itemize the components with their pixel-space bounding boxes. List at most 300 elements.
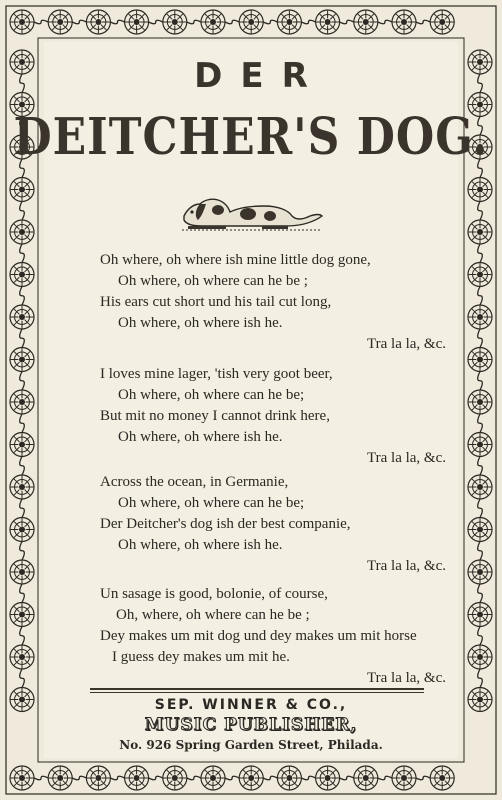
rosette-spoke <box>407 25 413 31</box>
rosette-spoke <box>129 781 135 787</box>
rosette-center <box>95 775 101 781</box>
rosette-spoke <box>25 781 31 787</box>
rosette-spoke <box>483 521 489 527</box>
rosette-center <box>19 442 25 448</box>
rosette-spoke <box>292 770 298 776</box>
rosette-center <box>477 399 483 405</box>
rosette-spoke <box>483 309 489 315</box>
rosette-spoke <box>14 436 20 442</box>
verse-line: Across the ocean, in Germanie, <box>100 474 289 490</box>
rosette-spoke <box>14 351 20 357</box>
scroll-flourish <box>478 669 483 688</box>
rosette-center <box>477 229 483 235</box>
rosette-spoke <box>472 362 478 368</box>
rosette-spoke <box>368 25 374 31</box>
rosette-spoke <box>483 351 489 357</box>
rosette-spoke <box>14 617 20 623</box>
scroll-flourish <box>478 202 483 221</box>
rosette-spoke <box>205 781 211 787</box>
rosette-spoke <box>129 25 135 31</box>
rosette-center <box>401 19 407 25</box>
scroll-flourish <box>20 287 25 306</box>
rosette-center <box>286 775 292 781</box>
rosette-spoke <box>472 405 478 411</box>
verse-line: Oh where, oh where ish he. <box>118 537 283 553</box>
verse-line: Un sasage is good, bolonie, of course, <box>100 586 328 602</box>
rosette-spoke <box>25 266 31 272</box>
rosette-center <box>19 102 25 108</box>
rosette-spoke <box>483 277 489 283</box>
rosette-spoke <box>101 770 107 776</box>
rosette-spoke <box>254 14 260 20</box>
scroll-flourish <box>416 776 430 780</box>
rosette-spoke <box>25 436 31 442</box>
scroll-flourish <box>301 20 315 24</box>
verse-3 <box>100 472 460 577</box>
rosette-spoke <box>25 235 31 241</box>
rosette-spoke <box>14 606 20 612</box>
rosette-spoke <box>177 14 183 20</box>
rosette-spoke <box>434 14 440 20</box>
rosette-spoke <box>434 25 440 31</box>
scroll-flourish <box>478 244 483 263</box>
rosette-spoke <box>25 96 31 102</box>
rosette-spoke <box>472 575 478 581</box>
scroll-flourish <box>20 457 25 476</box>
rosette-center <box>19 357 25 363</box>
rosette-center <box>401 775 407 781</box>
rosette-spoke <box>320 14 326 20</box>
rosette-spoke <box>139 25 145 31</box>
rosette-spoke <box>281 25 287 31</box>
rosette-center <box>19 272 25 278</box>
rosette-center <box>477 357 483 363</box>
rosette-spoke <box>281 781 287 787</box>
scroll-flourish <box>478 287 483 306</box>
rosette-spoke <box>25 521 31 527</box>
rosette-center <box>95 19 101 25</box>
rosette-spoke <box>205 25 211 31</box>
verse-line: Oh where, oh where ish he. <box>118 429 283 445</box>
scroll-flourish <box>34 20 48 24</box>
rosette-spoke <box>14 394 20 400</box>
rosette-spoke <box>25 351 31 357</box>
rosette-spoke <box>25 770 31 776</box>
rosette-spoke <box>483 181 489 187</box>
rosette-spoke <box>216 14 222 20</box>
rosette-spoke <box>177 25 183 31</box>
rosette-center <box>363 19 369 25</box>
rosette-spoke <box>14 479 20 485</box>
scroll-flourish <box>225 776 239 780</box>
rosette-spoke <box>25 405 31 411</box>
rosette-spoke <box>472 320 478 326</box>
rosette-spoke <box>14 235 20 241</box>
rosette-center <box>57 19 63 25</box>
rosette-spoke <box>434 770 440 776</box>
rosette-spoke <box>472 309 478 315</box>
rosette-center <box>477 484 483 490</box>
scroll-flourish <box>20 669 25 688</box>
rosette-spoke <box>483 235 489 241</box>
rosette-center <box>439 775 445 781</box>
rosette-center <box>19 187 25 193</box>
scroll-flourish <box>478 372 483 391</box>
scroll-flourish <box>149 776 163 780</box>
rosette-spoke <box>254 770 260 776</box>
rosette-spoke <box>25 277 31 283</box>
rosette-spoke <box>330 25 336 31</box>
verse-4 <box>100 584 460 689</box>
rosette-spoke <box>368 14 374 20</box>
rosette-spoke <box>243 781 249 787</box>
rosette-center <box>19 399 25 405</box>
rosette-spoke <box>472 192 478 198</box>
rosette-center <box>477 102 483 108</box>
rosette-center <box>134 19 140 25</box>
rosette-spoke <box>25 192 31 198</box>
rosette-spoke <box>205 770 211 776</box>
rosette-center <box>477 272 483 278</box>
rosette-spoke <box>129 14 135 20</box>
rosette-spoke <box>167 770 173 776</box>
rosette-spoke <box>368 770 374 776</box>
title-line-1: DER <box>194 56 326 96</box>
scroll-flourish <box>340 776 354 780</box>
rosette-spoke <box>25 575 31 581</box>
scroll-flourish <box>263 776 277 780</box>
rosette-spoke <box>281 770 287 776</box>
rosette-spoke <box>14 277 20 283</box>
rosette-spoke <box>483 575 489 581</box>
rosette-spoke <box>25 14 31 20</box>
scroll-flourish <box>416 20 430 24</box>
verse-line: Oh where, oh where ish mine little dog gone, <box>100 252 371 268</box>
rosette-spoke <box>14 192 20 198</box>
rosette-spoke <box>483 266 489 272</box>
rosette-spoke <box>216 781 222 787</box>
scroll-flourish <box>225 20 239 24</box>
rosette-spoke <box>472 606 478 612</box>
rosette-spoke <box>472 224 478 230</box>
scroll-flourish <box>20 542 25 561</box>
rosette-spoke <box>472 479 478 485</box>
verse-line: Oh where, oh where can he be; <box>118 387 305 403</box>
rosette-center <box>19 775 25 781</box>
rosette-spoke <box>243 25 249 31</box>
scroll-flourish <box>20 202 25 221</box>
rosette-spoke <box>472 96 478 102</box>
rosette-center <box>19 229 25 235</box>
rosette-spoke <box>14 447 20 453</box>
scroll-flourish <box>110 776 124 780</box>
rosette-spoke <box>14 181 20 187</box>
rosette-spoke <box>330 14 336 20</box>
rosette-center <box>210 775 216 781</box>
rosette-center <box>19 612 25 618</box>
scroll-flourish <box>478 584 483 603</box>
verse-line: Oh where, oh where can he be; <box>118 495 305 511</box>
rosette-spoke <box>292 781 298 787</box>
rosette-center <box>172 775 178 781</box>
verse-line: I loves mine lager, 'tish very goot beer, <box>100 366 333 382</box>
scroll-flourish <box>478 542 483 561</box>
rosette-spoke <box>292 14 298 20</box>
rosette-spoke <box>167 781 173 787</box>
verse-line: Oh where, oh where can he be ; <box>118 273 308 289</box>
rosette-spoke <box>320 781 326 787</box>
verse-line: Der Deitcher's dog ish der best companie, <box>100 516 351 532</box>
rosette-spoke <box>25 479 31 485</box>
rosette-spoke <box>445 770 451 776</box>
rosette-spoke <box>483 617 489 623</box>
rosette-spoke <box>483 96 489 102</box>
rosette-spoke <box>101 781 107 787</box>
scroll-flourish <box>378 20 392 24</box>
rosette-spoke <box>167 25 173 31</box>
rosette-spoke <box>101 14 107 20</box>
rosette-spoke <box>483 479 489 485</box>
rosette-spoke <box>396 25 402 31</box>
rosette-spoke <box>14 532 20 538</box>
footer-rule-top <box>90 688 424 690</box>
rosette-center <box>248 19 254 25</box>
rosette-spoke <box>483 532 489 538</box>
rosette-center <box>19 527 25 533</box>
rosette-spoke <box>330 781 336 787</box>
rosette-spoke <box>25 532 31 538</box>
rosette-spoke <box>25 606 31 612</box>
rosette-center <box>19 19 25 25</box>
verse-line: I guess dey makes um mit he. <box>112 649 290 665</box>
rosette-spoke <box>407 14 413 20</box>
rosette-spoke <box>14 660 20 666</box>
rosette-spoke <box>472 235 478 241</box>
scroll-flourish <box>301 776 315 780</box>
scroll-flourish <box>20 627 25 646</box>
rosette-center <box>477 527 483 533</box>
rosette-spoke <box>139 781 145 787</box>
rosette-center <box>477 187 483 193</box>
rosette-spoke <box>472 617 478 623</box>
rosette-spoke <box>243 14 249 20</box>
verse-line: But mit no money I cannot drink here, <box>100 408 330 424</box>
rosette-spoke <box>358 25 364 31</box>
rosette-spoke <box>14 521 20 527</box>
scroll-flourish <box>187 776 201 780</box>
scroll-flourish <box>478 414 483 433</box>
rosette-spoke <box>368 781 374 787</box>
rosette-spoke <box>483 660 489 666</box>
rosette-spoke <box>14 575 20 581</box>
rosette-spoke <box>483 405 489 411</box>
rosette-spoke <box>14 490 20 496</box>
rosette-spoke <box>472 660 478 666</box>
rosette-spoke <box>254 781 260 787</box>
scroll-flourish <box>478 457 483 476</box>
rosette-spoke <box>14 25 20 31</box>
rosette-spoke <box>177 770 183 776</box>
rosette-center <box>477 569 483 575</box>
rosette-center <box>325 19 331 25</box>
scroll-flourish <box>263 20 277 24</box>
scroll-flourish <box>20 499 25 518</box>
rosette-spoke <box>205 14 211 20</box>
rosette-spoke <box>52 14 58 20</box>
rosette-spoke <box>216 770 222 776</box>
rosette-center <box>363 775 369 781</box>
rosette-center <box>19 569 25 575</box>
rosette-spoke <box>25 564 31 570</box>
verse-2 <box>100 364 460 469</box>
rosette-spoke <box>25 320 31 326</box>
scroll-flourish <box>378 776 392 780</box>
rosette-center <box>19 484 25 490</box>
scroll-flourish <box>20 584 25 603</box>
verse-line: Oh where, oh where ish he. <box>118 315 283 331</box>
rosette-spoke <box>472 564 478 570</box>
rosette-spoke <box>14 266 20 272</box>
rosette-spoke <box>14 405 20 411</box>
rosette-spoke <box>472 277 478 283</box>
rosette-spoke <box>25 25 31 31</box>
rosette-spoke <box>292 25 298 31</box>
rosette-spoke <box>139 14 145 20</box>
verse-line: Dey makes um mit dog und dey makes um mit horse <box>100 628 417 644</box>
rosette-spoke <box>63 25 69 31</box>
rosette-spoke <box>254 25 260 31</box>
rosette-spoke <box>483 490 489 496</box>
scroll-flourish <box>149 20 163 24</box>
rosette-spoke <box>472 436 478 442</box>
title-line-2: DEITCHER'S DOG. <box>13 108 489 167</box>
rosette-spoke <box>358 770 364 776</box>
rosette-spoke <box>14 320 20 326</box>
refrain: Tra la la, &c. <box>366 450 446 466</box>
scroll-flourish <box>20 414 25 433</box>
rosette-spoke <box>358 781 364 787</box>
publisher-name: SEP. WINNER & CO., <box>154 697 348 713</box>
rosette-spoke <box>52 25 58 31</box>
rosette-center <box>477 442 483 448</box>
rosette-spoke <box>445 781 451 787</box>
rosette-spoke <box>483 436 489 442</box>
rosette-spoke <box>14 14 20 20</box>
refrain: Tra la la, &c. <box>366 670 446 686</box>
publisher-address: No. 926 Spring Garden Street, Philada. <box>119 738 383 752</box>
rosette-center <box>439 19 445 25</box>
rosette-spoke <box>396 770 402 776</box>
rosette-spoke <box>472 521 478 527</box>
rosette-center <box>477 654 483 660</box>
scroll-flourish <box>20 244 25 263</box>
rosette-spoke <box>129 770 135 776</box>
rosette-spoke <box>320 770 326 776</box>
rosette-spoke <box>445 14 451 20</box>
rosette-spoke <box>25 394 31 400</box>
rosette-spoke <box>14 564 20 570</box>
refrain: Tra la la, &c. <box>366 336 446 352</box>
rosette-center <box>134 775 140 781</box>
scroll-flourish <box>72 776 86 780</box>
rosette-spoke <box>281 14 287 20</box>
refrain: Tra la la, &c. <box>366 558 446 574</box>
rosette-spoke <box>472 351 478 357</box>
verse-1 <box>100 250 460 355</box>
scroll-flourish <box>34 776 48 780</box>
rosette-center <box>210 19 216 25</box>
rosette-spoke <box>330 770 336 776</box>
music-publisher-label: MUSIC PUBLISHER, <box>144 715 358 735</box>
rosette-center <box>477 314 483 320</box>
rosette-spoke <box>14 362 20 368</box>
rosette-spoke <box>472 181 478 187</box>
rosette-spoke <box>14 781 20 787</box>
rosette-spoke <box>139 770 145 776</box>
rosette-spoke <box>52 770 58 776</box>
rosette-spoke <box>63 781 69 787</box>
rosette-spoke <box>63 14 69 20</box>
rosette-center <box>286 19 292 25</box>
rosette-spoke <box>472 649 478 655</box>
rosette-spoke <box>25 447 31 453</box>
rosette-spoke <box>25 362 31 368</box>
verse-line: Oh, where, oh where can he be ; <box>116 607 310 623</box>
rosette-spoke <box>25 649 31 655</box>
rosette-spoke <box>483 192 489 198</box>
rosette-spoke <box>483 224 489 230</box>
dog-illustration <box>178 186 326 232</box>
scroll-flourish <box>187 20 201 24</box>
rosette-center <box>325 775 331 781</box>
rosette-center <box>19 654 25 660</box>
rosette-center <box>172 19 178 25</box>
rosette-spoke <box>25 181 31 187</box>
rosette-spoke <box>101 25 107 31</box>
rosette-spoke <box>14 309 20 315</box>
rosette-spoke <box>483 649 489 655</box>
rosette-spoke <box>472 394 478 400</box>
rosette-center <box>57 775 63 781</box>
rosette-spoke <box>25 224 31 230</box>
rosette-spoke <box>483 564 489 570</box>
scroll-flourish <box>20 372 25 391</box>
rosette-spoke <box>434 781 440 787</box>
rosette-spoke <box>177 781 183 787</box>
rosette-spoke <box>25 660 31 666</box>
rosette-spoke <box>445 25 451 31</box>
rosette-spoke <box>14 649 20 655</box>
scroll-flourish <box>110 20 124 24</box>
rosette-spoke <box>25 490 31 496</box>
scroll-flourish <box>20 329 25 348</box>
rosette-spoke <box>407 781 413 787</box>
rosette-spoke <box>358 14 364 20</box>
rosette-spoke <box>52 781 58 787</box>
rosette-spoke <box>483 394 489 400</box>
rosette-spoke <box>396 781 402 787</box>
rosette-spoke <box>90 781 96 787</box>
scroll-flourish <box>72 20 86 24</box>
rosette-spoke <box>396 14 402 20</box>
rosette-spoke <box>90 770 96 776</box>
rosette-spoke <box>472 266 478 272</box>
rosette-spoke <box>167 14 173 20</box>
rosette-spoke <box>14 96 20 102</box>
scroll-flourish <box>340 20 354 24</box>
rosette-spoke <box>483 447 489 453</box>
rosette-spoke <box>14 770 20 776</box>
